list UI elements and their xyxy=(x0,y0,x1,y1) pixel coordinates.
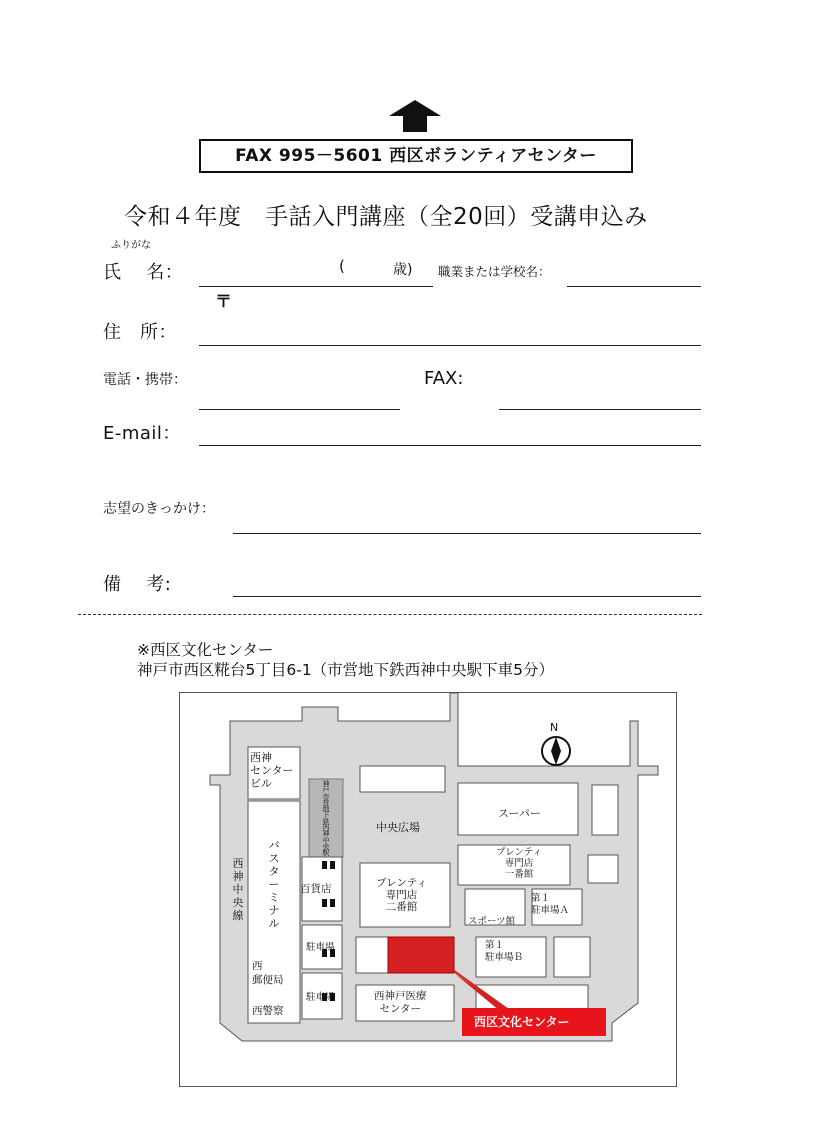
central-plaza-label: 中央広場 xyxy=(376,821,420,834)
text-line: 駐車場Ｂ xyxy=(485,952,524,963)
seishin-chuo-line-label xyxy=(231,857,245,922)
char: 中 xyxy=(232,883,244,896)
char: 線 xyxy=(232,909,244,922)
bunka-center-block xyxy=(388,937,454,973)
text-line: 郵便局 xyxy=(252,974,284,986)
email-label: E-mail： xyxy=(103,423,181,444)
north-label: N xyxy=(550,721,559,734)
venue-address: 神戸市西区糀台5丁目6-1（市営地下鉄西神中央駅下車5分） xyxy=(137,661,555,679)
occupation-label: 職業または学校名： xyxy=(438,264,551,279)
char: 中 xyxy=(322,836,330,845)
postal-mark: 〒 xyxy=(215,292,232,312)
text-line: ビル xyxy=(250,777,272,790)
parking1b-label xyxy=(485,940,523,964)
subway-station-label xyxy=(320,781,332,857)
plenty-nibankan-label xyxy=(376,877,427,913)
bus-terminal-label xyxy=(267,839,281,930)
char: 央 xyxy=(232,896,244,909)
location-map xyxy=(179,692,677,1087)
text-line: プレンティ xyxy=(496,847,543,858)
char: ス xyxy=(268,852,280,865)
text-line: 西神戸医療 xyxy=(374,990,427,1002)
supermarket-label: スーパー xyxy=(498,807,541,820)
bunka-center-label: 西区文化センター xyxy=(474,1015,570,1029)
char: 鉄 xyxy=(322,817,330,826)
char: 西 xyxy=(232,857,244,870)
char: ル xyxy=(268,917,280,930)
char: ー xyxy=(268,878,280,891)
department-store-label: 百貨店 xyxy=(300,883,332,895)
text-line: 二番館 xyxy=(385,901,418,913)
char: 市 xyxy=(322,792,330,801)
seishin-center-bldg-label xyxy=(250,751,294,790)
plenty-ichibankan-label xyxy=(496,847,542,880)
motive-field[interactable] xyxy=(233,533,701,534)
text-line: 駐車場Ａ xyxy=(531,905,570,916)
char: 西 xyxy=(322,824,330,833)
motive-label: 志望のきっかけ： xyxy=(103,501,215,517)
text-line: センター xyxy=(379,1003,422,1015)
char: 駅 xyxy=(322,849,330,858)
text-line: 一番館 xyxy=(504,869,534,880)
fax-field[interactable] xyxy=(499,409,701,410)
text-line: 西神 xyxy=(250,751,272,764)
medical-center-label xyxy=(374,990,427,1016)
char: バ xyxy=(268,839,280,852)
remarks-field[interactable] xyxy=(233,596,701,597)
post-office-label xyxy=(252,959,284,987)
sports-label: スポーツ館 xyxy=(468,916,516,927)
furigana-label: ふりがな xyxy=(111,240,151,251)
fax-number-box: FAX 995－5601 西区ボランティアセンター xyxy=(199,139,633,173)
cut-line xyxy=(78,614,702,615)
age-open-paren: ( xyxy=(339,257,345,275)
phone-label: 電話・携帯： xyxy=(103,372,187,388)
char: 戸 xyxy=(322,786,330,795)
police-label: 西警察 xyxy=(252,1005,284,1017)
parking-left-2-label: 駐車場 xyxy=(306,992,335,1003)
name-label: 氏 名： xyxy=(103,262,184,283)
text-line: センター xyxy=(250,764,294,777)
fax-label: FAX: xyxy=(424,368,464,389)
address-field[interactable] xyxy=(199,345,701,346)
occupation-field[interactable] xyxy=(567,286,701,287)
text-line: 西 xyxy=(252,960,263,972)
page-title: 令和４年度 手話入門講座（全20回）受講申込み xyxy=(124,204,648,230)
text-line: プレンティ xyxy=(376,877,427,889)
address-label: 住 所： xyxy=(103,322,177,343)
age-unit: 歳) xyxy=(393,262,413,278)
char: ミ xyxy=(268,891,280,904)
char: 央 xyxy=(322,842,330,851)
char: ナ xyxy=(268,904,280,917)
name-field[interactable] xyxy=(199,286,433,287)
char: 神 xyxy=(322,830,330,839)
parking-left-1-label: 駐車場 xyxy=(306,942,335,953)
venue-name: ※西区文化センター xyxy=(137,641,274,659)
remarks-label: 備 考: xyxy=(103,574,172,595)
text-line: 第１ xyxy=(531,893,551,904)
char: 営 xyxy=(322,798,330,807)
char: 下 xyxy=(322,811,330,820)
text-line: 専門店 xyxy=(504,858,534,869)
text-line: 第１ xyxy=(485,940,505,951)
email-field[interactable] xyxy=(199,445,701,446)
char: 神 xyxy=(232,870,244,883)
up-arrow-icon xyxy=(389,100,441,132)
text-line: 専門店 xyxy=(385,889,418,901)
char: 地 xyxy=(322,805,330,814)
char: タ xyxy=(268,865,280,878)
char: 神 xyxy=(322,780,330,788)
parking1a-label xyxy=(531,893,569,917)
phone-field[interactable] xyxy=(199,409,400,410)
